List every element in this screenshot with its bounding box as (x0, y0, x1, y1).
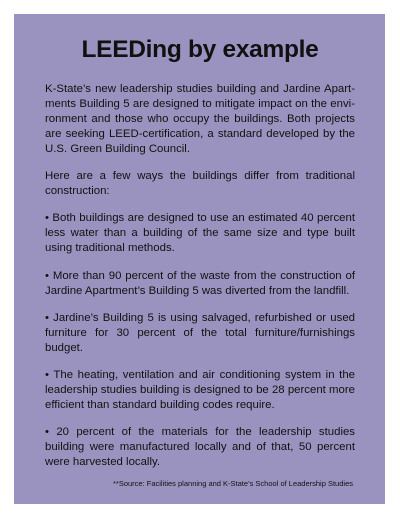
article-title: LEEDing by example (81, 36, 319, 63)
bullet-materials: • 20 percent of the materials for the leadership studies building were manufactured locally and of that, 50 percent were harvested locally. (45, 426, 355, 469)
info-box (14, 14, 385, 504)
intro-paragraph: K-State’s new leadership studies building and Jardine Apartments Building 5 are designed to mitigate impact on the environment and those who occupy the buildings. Both projects are seeking LEED-certification, a standard developed by the U.S. Green Building Council. (45, 83, 355, 155)
article-body (45, 82, 355, 470)
bullet-hvac: • The heating, ventilation and air conditioning system in the leadership studies building is designed to be 28 percent more efficient than standard building codes require. (45, 368, 355, 411)
bullet-furniture: • Jardine’s Building 5 is using salvaged, refurbished or used furniture for 30 percent of the total furniture/furnishings budget. (45, 311, 355, 354)
source-note: **Source: Facilities planning and K-State’s School of Leadership Studies (112, 479, 353, 489)
list-intro-paragraph: Here are a few ways the buildings differ from traditional construction: (45, 170, 355, 198)
bullet-water: • Both buildings are designed to use an estimated 40 percent less water than a building of the same size and type built using traditional methods. (45, 212, 355, 255)
bullet-waste: • More than 90 percent of the waste from the construction of Jardine Apartment’s Building 5 was diverted from the landfill. (45, 269, 355, 297)
